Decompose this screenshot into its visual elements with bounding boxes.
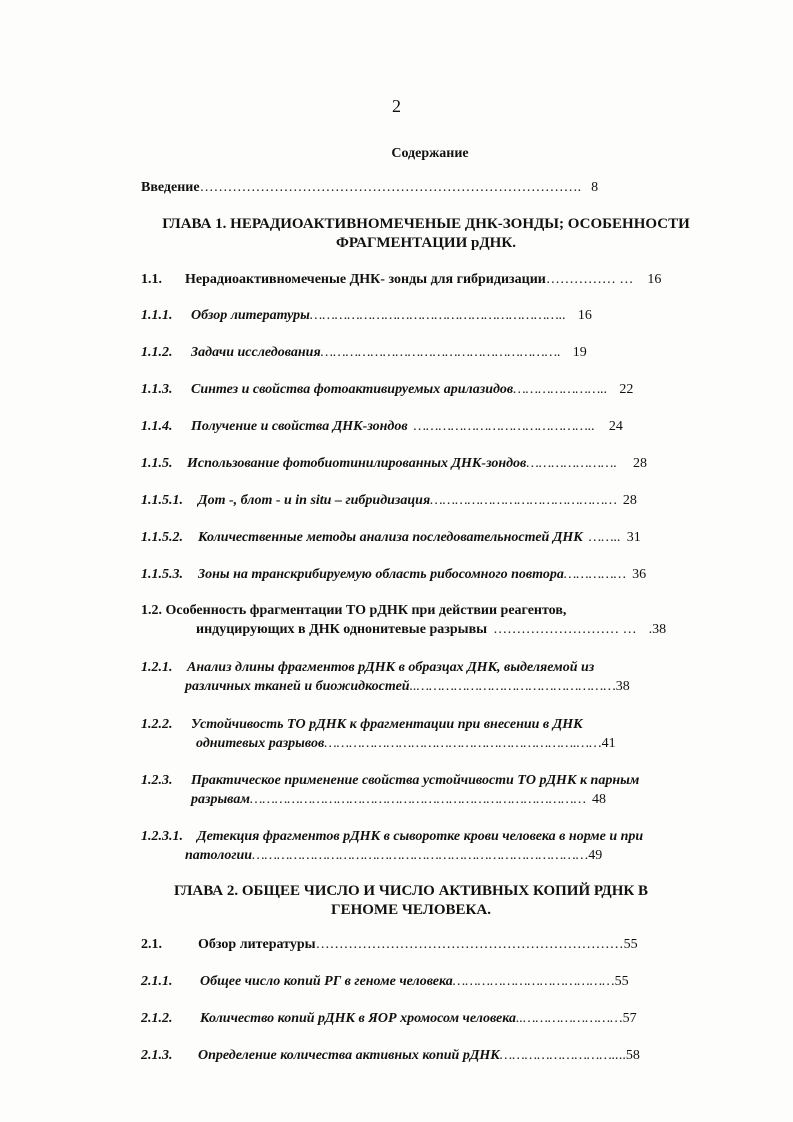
toc-label: Введение: [141, 180, 200, 195]
toc-number: 1.1.5.1.: [141, 493, 183, 508]
toc-dots: …………………………………………………………: [315, 937, 624, 952]
toc-entry-1-1-3[interactable]: [141, 382, 633, 398]
toc-dots: ………………………………………………….: [320, 345, 561, 360]
toc-entry-1-1-4[interactable]: [141, 419, 623, 435]
toc-label: Количество копий рДНК в ЯОР хромосом человека: [200, 1011, 516, 1026]
toc-page: 22: [619, 382, 634, 397]
toc-dots: …………………………………………………….……: [324, 736, 602, 751]
toc-page: 49: [588, 848, 603, 863]
chapter-2-heading[interactable]: [141, 882, 681, 920]
toc-label: Общее число копий РГ в геноме человека: [200, 974, 453, 989]
toc-number: 2.1.: [141, 937, 162, 952]
toc-page: 38: [615, 679, 630, 694]
toc-number: 1.1.5.: [141, 456, 173, 471]
toc-dots: ..…………………………………………: [409, 679, 616, 694]
toc-entry-1-2-3-1[interactable]: [141, 829, 643, 864]
toc-entry-1-1-2[interactable]: [141, 345, 587, 361]
toc-number: 1.1.4.: [141, 419, 173, 434]
toc-page: 8: [591, 180, 599, 195]
toc-dots: ……………………… …: [493, 622, 637, 637]
toc-label: Получение и свойства ДНК-зондов: [191, 419, 408, 434]
toc-dots: ………………….: [526, 456, 617, 471]
toc-page: 41: [601, 736, 616, 751]
toc-entry-1-1[interactable]: [141, 272, 661, 288]
toc-entry-2-1-1[interactable]: [141, 974, 629, 990]
toc-label-line1: Устойчивость ТО рДНК к фрагментации при внесении в ДНК: [191, 717, 583, 732]
toc-label: Определение количества активных копий рДНК: [198, 1048, 500, 1063]
toc-page: 57: [622, 1011, 637, 1026]
toc-number: 1.1.: [141, 272, 162, 287]
toc-page: 31: [626, 530, 641, 545]
toc-entry-2-1-3[interactable]: [141, 1048, 640, 1064]
toc-title: Содержание: [391, 146, 469, 161]
toc-dots: …………………………………: [452, 974, 615, 989]
toc-page: .38: [648, 622, 667, 637]
toc-number: 1.1.1.: [141, 308, 173, 323]
toc-page: 55: [614, 974, 629, 989]
toc-label: Задачи исследования: [191, 345, 321, 360]
toc-number: 1.2.: [141, 603, 162, 618]
toc-number: 1.2.2.: [141, 717, 173, 732]
toc-number: 1.1.2.: [141, 345, 173, 360]
toc-number: 1.1.5.2.: [141, 530, 183, 545]
toc-label: Обзор литературы: [191, 308, 310, 323]
page-number: 2: [392, 96, 401, 116]
toc-label-line2: различных тканей и биожидкостей: [185, 679, 410, 694]
toc-label: Обзор литературы: [198, 937, 316, 952]
toc-number: 1.2.3.1.: [141, 829, 183, 844]
toc-number: 2.1.3.: [141, 1048, 173, 1063]
chapter-1-line2: ФРАГМЕНТАЦИИ рДНК.: [336, 235, 516, 251]
toc-number: 1.1.5.3.: [141, 567, 183, 582]
toc-number: 1.2.3.: [141, 773, 173, 788]
toc-label-line2: патологии: [185, 848, 253, 863]
toc-label-line2: однитевых разрывов: [196, 736, 325, 751]
toc-dots: …………… …: [545, 272, 634, 287]
toc-entry-2-1-2[interactable]: [141, 1011, 637, 1027]
toc-label: Количественные методы анализа последовательностей ДНК: [198, 530, 583, 545]
chapter-1-heading[interactable]: [141, 215, 711, 253]
toc-entry-1-1-5-2[interactable]: [141, 530, 641, 546]
toc-label: Синтез и свойства фотоактивируемых арилазидов: [191, 382, 514, 397]
chapter-2-line2: ГЕНОМЕ ЧЕЛОВЕКА.: [331, 902, 491, 918]
chapter-2-line1: ГЛАВА 2. ОБЩЕЕ ЧИСЛО И ЧИСЛО АКТИВНЫХ КОПИЙ РДНК В: [173, 883, 649, 899]
toc-label: Использование фотобиотинилированных ДНК-зондов: [187, 456, 527, 471]
toc-label-line1: Особенность фрагментации ТО рДНК при действии реагентов,: [165, 603, 567, 618]
toc-page: 55: [623, 937, 638, 952]
toc-page: ..58: [618, 1048, 640, 1063]
toc-entry-1-1-5[interactable]: [141, 456, 647, 472]
toc-entry-intro[interactable]: [141, 180, 598, 196]
toc-label-line1: Практическое применение свойства устойчивости ТО рДНК к парным: [191, 773, 640, 788]
toc-label-line2: разрывам: [191, 792, 250, 807]
toc-entry-1-1-5-3[interactable]: [141, 567, 646, 583]
toc-entry-1-1-5-1[interactable]: [141, 493, 637, 509]
toc-label-line1: Анализ длины фрагментов рДНК в образцах ДНК, выделяемой из: [187, 660, 595, 675]
toc-page: 19: [572, 345, 587, 360]
toc-entry-1-2-3[interactable]: [141, 773, 639, 808]
toc-dots: ……………………………………………………………………….: [199, 180, 582, 195]
toc-page: 24: [608, 419, 623, 434]
toc-entry-1-1-1[interactable]: [141, 308, 592, 324]
toc-dots: ……..: [588, 530, 621, 545]
toc-page: 28: [622, 493, 637, 508]
toc-dots: ………………………………………………………………………: [252, 848, 589, 863]
toc-dots: ………………………..: [499, 1048, 619, 1063]
toc-label-line1: Детекция фрагментов рДНК в сыворотке крови человека в норме и при: [197, 829, 644, 844]
toc-number: 1.1.3.: [141, 382, 173, 397]
toc-dots: …………………..: [513, 382, 608, 397]
toc-number: 1.2.1.: [141, 660, 173, 675]
toc-dots: ……………: [563, 567, 627, 582]
toc-label-line2: индуцирующих в ДНК однонитевые разрывы: [196, 622, 488, 637]
toc-dots: ……………………………………..: [413, 419, 595, 434]
toc-page: 28: [632, 456, 647, 471]
toc-page: 36: [632, 567, 647, 582]
toc-dots: ..……………………: [516, 1011, 623, 1026]
toc-entry-2-1[interactable]: [141, 937, 638, 953]
toc-dots: ……………………………………………………..: [309, 308, 566, 323]
toc-number: 2.1.2.: [141, 1011, 173, 1026]
toc-dots: ………………………………………: [430, 493, 617, 508]
toc-page: 16: [647, 272, 662, 287]
toc-dots: ………………………………………………………………………: [249, 792, 587, 807]
toc-page: 48: [592, 792, 607, 807]
toc-label: Дот -, блот - и in situ – гибридизация: [198, 493, 431, 508]
toc-entry-1-2-1[interactable]: [141, 660, 630, 695]
toc-number: 2.1.1.: [141, 974, 173, 989]
toc-entry-1-2[interactable]: [141, 603, 666, 638]
toc-label: Нерадиоактивномеченые ДНК- зонды для гибридизации: [185, 272, 546, 287]
chapter-1-line1: ГЛАВА 1. НЕРАДИОАКТИВНОМЕЧЕНЫЕ ДНК-ЗОНДЫ; ОСОБЕННОСТИ: [162, 216, 690, 232]
toc-label: Зоны на транскрибируемую область рибосомного повтора: [198, 567, 564, 582]
toc-page: 16: [577, 308, 592, 323]
toc-entry-1-2-2[interactable]: [141, 717, 616, 752]
